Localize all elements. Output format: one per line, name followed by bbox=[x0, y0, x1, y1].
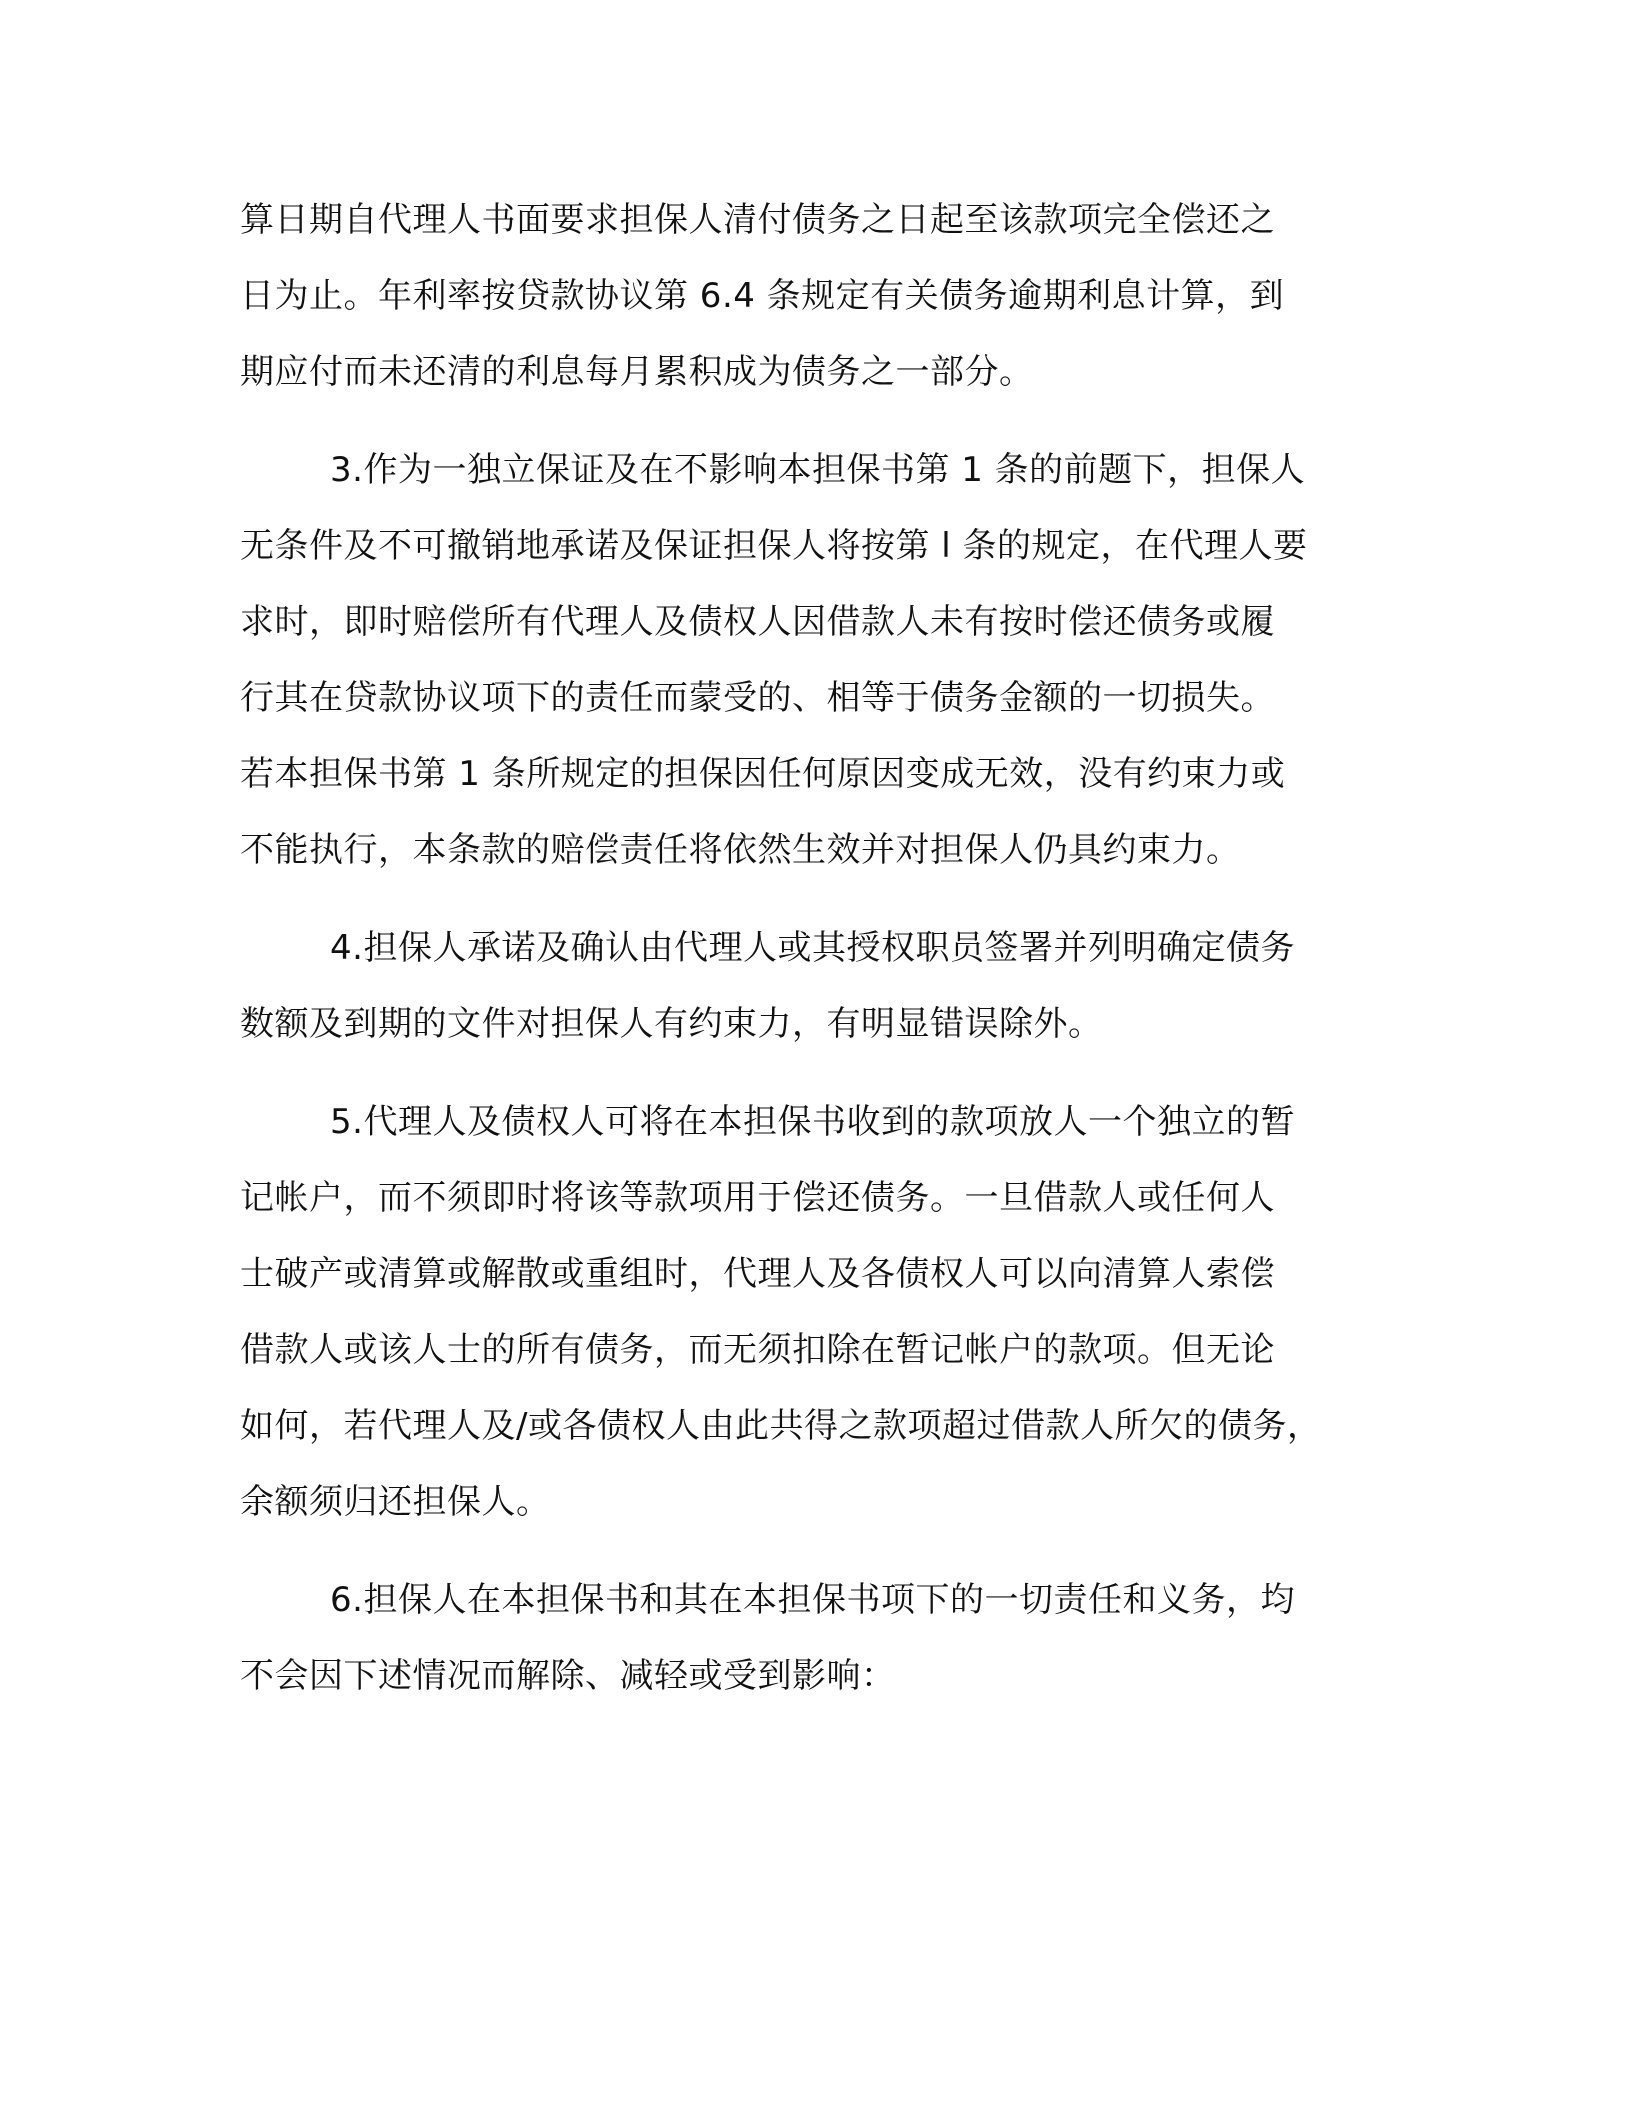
text-line: 不会因下述情况而解除、减轻或受到影响： bbox=[240, 1656, 896, 1696]
text-line: 6.担保人在本担保书和其在本担保书项下的一切责任和义务，均 bbox=[330, 1580, 1295, 1620]
paragraph-clause-3 bbox=[240, 440, 1390, 896]
text-line: 算日期自代理人书面要求担保人清付债务之日起至该款项完全偿还之 bbox=[240, 200, 1275, 240]
text-line: 余额须归还担保人。 bbox=[240, 1482, 551, 1522]
text-line: 4.担保人承诺及确认由代理人或其授权职员签署并列明确定债务 bbox=[330, 928, 1295, 968]
paragraph-gap bbox=[240, 1548, 1390, 1570]
paragraph-clause-6 bbox=[240, 1570, 1390, 1722]
text-line: 士破产或清算或解散或重组时，代理人及各债权人可以向清算人索偿 bbox=[240, 1254, 1275, 1294]
text-line: 行其在贷款协议项下的责任而蒙受的、相等于债务金额的一切损失。 bbox=[240, 678, 1275, 718]
text-line: 如何，若代理人及/或各债权人由此共得之款项超过借款人所欠的债务， bbox=[240, 1406, 1322, 1446]
text-line: 记帐户，而不须即时将该等款项用于偿还债务。一旦借款人或任何人 bbox=[240, 1178, 1275, 1218]
paragraph-gap bbox=[240, 1070, 1390, 1092]
paragraph-clause-4 bbox=[240, 918, 1390, 1070]
paragraph-clause-5 bbox=[240, 1092, 1390, 1548]
text-line: 借款人或该人士的所有债务，而无须扣除在暂记帐户的款项。但无论 bbox=[240, 1330, 1275, 1370]
text-line: 期应付而未还清的利息每月累积成为债务之一部分。 bbox=[240, 352, 1034, 392]
text-line: 数额及到期的文件对担保人有约束力，有明显错误除外。 bbox=[240, 1004, 1103, 1044]
text-line: 无条件及不可撤销地承诺及保证担保人将按第 l 条的规定，在代理人要 bbox=[240, 526, 1308, 566]
paragraph-gap bbox=[240, 418, 1390, 440]
paragraph-continuation bbox=[240, 190, 1390, 418]
text-line: 日为止。年利率按贷款协议第 6.4 条规定有关债务逾期利息计算，到 bbox=[240, 276, 1285, 316]
document-body bbox=[240, 190, 1390, 1722]
paragraph-gap bbox=[240, 896, 1390, 918]
text-line: 不能执行，本条款的赔偿责任将依然生效并对担保人仍具约束力。 bbox=[240, 830, 1241, 870]
text-line: 3.作为一独立保证及在不影响本担保书第 1 条的前题下，担保人 bbox=[330, 450, 1306, 490]
text-line: 若本担保书第 1 条所规定的担保因任何原因变成无效，没有约束力或 bbox=[240, 754, 1286, 794]
text-line: 5.代理人及债权人可将在本担保书收到的款项放人一个独立的暂 bbox=[330, 1102, 1295, 1142]
text-line: 求时，即时赔偿所有代理人及债权人因借款人未有按时偿还债务或履 bbox=[240, 602, 1275, 642]
